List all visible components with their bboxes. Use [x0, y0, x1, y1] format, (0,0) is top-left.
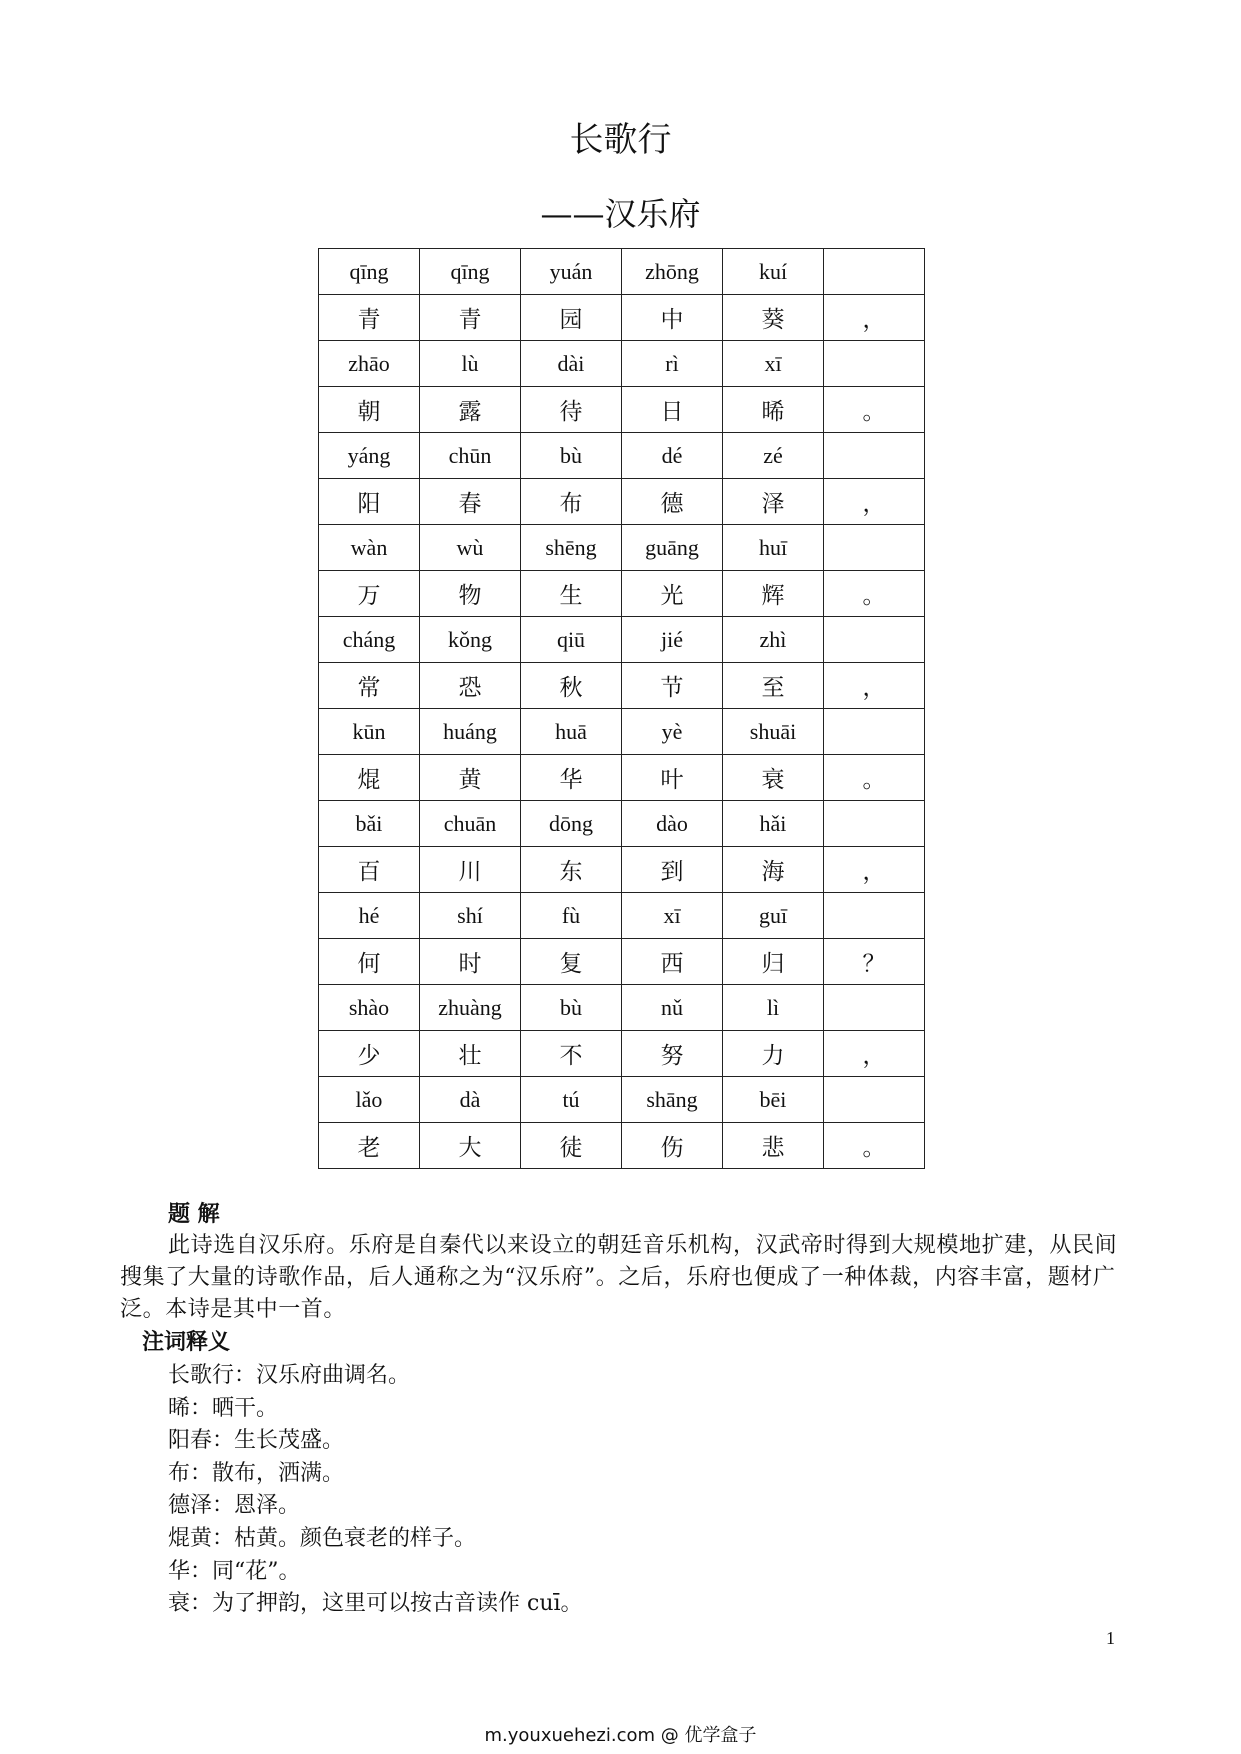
hanzi-row: [319, 479, 925, 525]
hanzi-cell: 万: [319, 571, 420, 617]
pinyin-cell: huáng: [420, 709, 521, 755]
pinyin-cell: lǎo: [319, 1077, 420, 1123]
pinyin-cell: zhì: [723, 617, 824, 663]
pinyin-cell: shí: [420, 893, 521, 939]
pinyin-cell: shào: [319, 985, 420, 1031]
pinyin-cell: jié: [622, 617, 723, 663]
hanzi-cell: 华: [521, 755, 622, 801]
pinyin-cell: xī: [622, 893, 723, 939]
hanzi-cell: 叶: [622, 755, 723, 801]
pinyin-cell: lì: [723, 985, 824, 1031]
pinyin-cell: [824, 1077, 925, 1123]
hanzi-row: [319, 571, 925, 617]
pinyin-cell: zé: [723, 433, 824, 479]
pinyin-cell: [824, 985, 925, 1031]
hanzi-cell: 露: [420, 387, 521, 433]
pinyin-cell: dé: [622, 433, 723, 479]
pinyin-cell: qiū: [521, 617, 622, 663]
notes-heading: 注词释义: [142, 1329, 231, 1355]
jieti-heading: 题 解: [168, 1201, 220, 1227]
hanzi-cell: 焜: [319, 755, 420, 801]
hanzi-row: [319, 295, 925, 341]
hanzi-cell: 物: [420, 571, 521, 617]
punctuation-cell: 。: [824, 1123, 925, 1169]
hanzi-cell: 阳: [319, 479, 420, 525]
hanzi-cell: 百: [319, 847, 420, 893]
hanzi-cell: 布: [521, 479, 622, 525]
note-item: 衰：为了押韵，这里可以按古音读作 cuī。: [168, 1591, 583, 1617]
pinyin-cell: bù: [521, 985, 622, 1031]
pinyin-cell: zhuàng: [420, 985, 521, 1031]
pinyin-cell: [824, 709, 925, 755]
pinyin-cell: wù: [420, 525, 521, 571]
hanzi-cell: 泽: [723, 479, 824, 525]
hanzi-cell: 春: [420, 479, 521, 525]
hanzi-cell: 中: [622, 295, 723, 341]
pinyin-cell: bù: [521, 433, 622, 479]
hanzi-cell: 晞: [723, 387, 824, 433]
hanzi-cell: 西: [622, 939, 723, 985]
pinyin-row: [319, 801, 925, 847]
jieti-paragraph: 此诗选自汉乐府。乐府是自秦代以来设立的朝廷音乐机构，汉武帝时得到大规模地扩建，从民间搜集了大量的诗歌作品，后人通称之为“汉乐府”。之后，乐府也便成了一种体裁，内容丰富，题材广泛。本诗是其中一首。: [120, 1233, 1118, 1322]
pinyin-cell: dà: [420, 1077, 521, 1123]
pinyin-cell: dào: [622, 801, 723, 847]
hanzi-cell: 待: [521, 387, 622, 433]
note-item: 焜黄：枯黄。颜色衰老的样子。: [168, 1525, 477, 1551]
punctuation-cell: ，: [824, 847, 925, 893]
pinyin-cell: xī: [723, 341, 824, 387]
hanzi-cell: 衰: [723, 755, 824, 801]
pinyin-cell: kǒng: [420, 617, 521, 663]
pinyin-cell: zhāo: [319, 341, 420, 387]
pinyin-cell: qīng: [319, 249, 420, 295]
pinyin-cell: wàn: [319, 525, 420, 571]
hanzi-cell: 园: [521, 295, 622, 341]
hanzi-cell: 复: [521, 939, 622, 985]
hanzi-cell: 时: [420, 939, 521, 985]
punctuation-cell: ，: [824, 295, 925, 341]
hanzi-cell: 葵: [723, 295, 824, 341]
punctuation-cell: ，: [824, 1031, 925, 1077]
hanzi-row: [319, 755, 925, 801]
pinyin-cell: huī: [723, 525, 824, 571]
pinyin-cell: dōng: [521, 801, 622, 847]
hanzi-cell: 悲: [723, 1123, 824, 1169]
pinyin-row: [319, 893, 925, 939]
hanzi-cell: 生: [521, 571, 622, 617]
pinyin-cell: huā: [521, 709, 622, 755]
pinyin-cell: shēng: [521, 525, 622, 571]
poem-title: 长歌行: [569, 120, 672, 160]
pinyin-cell: shāng: [622, 1077, 723, 1123]
hanzi-cell: 东: [521, 847, 622, 893]
note-item: 德泽：恩泽。: [168, 1493, 301, 1519]
pinyin-row: [319, 709, 925, 755]
pinyin-cell: nǔ: [622, 985, 723, 1031]
hanzi-cell: 川: [420, 847, 521, 893]
hanzi-cell: 努: [622, 1031, 723, 1077]
pinyin-cell: bēi: [723, 1077, 824, 1123]
note-item: 长歌行：汉乐府曲调名。: [168, 1363, 411, 1388]
pinyin-cell: tú: [521, 1077, 622, 1123]
hanzi-row: [319, 847, 925, 893]
pinyin-cell: hé: [319, 893, 420, 939]
pinyin-cell: [824, 433, 925, 479]
punctuation-cell: ，: [824, 479, 925, 525]
poem-author: ——汉乐府: [540, 195, 701, 233]
pinyin-cell: yuán: [521, 249, 622, 295]
hanzi-cell: 黄: [420, 755, 521, 801]
pinyin-row: [319, 525, 925, 571]
pinyin-cell: chuān: [420, 801, 521, 847]
hanzi-row: [319, 663, 925, 709]
footer-watermark: m.youxuehezi.com @ 优学盒子: [484, 1725, 757, 1746]
pinyin-row: [319, 617, 925, 663]
poem-pinyin-table: [318, 248, 925, 1169]
note-item: 华：同“花”。: [168, 1558, 301, 1584]
hanzi-cell: 大: [420, 1123, 521, 1169]
pinyin-cell: guāng: [622, 525, 723, 571]
hanzi-cell: 海: [723, 847, 824, 893]
pinyin-cell: [824, 249, 925, 295]
hanzi-row: [319, 1031, 925, 1077]
pinyin-cell: qīng: [420, 249, 521, 295]
hanzi-cell: 秋: [521, 663, 622, 709]
pinyin-cell: shuāi: [723, 709, 824, 755]
pinyin-cell: [824, 525, 925, 571]
pinyin-row: [319, 1077, 925, 1123]
pinyin-row: [319, 341, 925, 387]
note-item: 布：散布，洒满。: [168, 1460, 345, 1486]
hanzi-cell: 德: [622, 479, 723, 525]
notes-list: [168, 1360, 1178, 1621]
pinyin-cell: kuí: [723, 249, 824, 295]
hanzi-cell: 归: [723, 939, 824, 985]
pinyin-cell: guī: [723, 893, 824, 939]
pinyin-cell: zhōng: [622, 249, 723, 295]
hanzi-cell: 恐: [420, 663, 521, 709]
hanzi-row: [319, 1123, 925, 1169]
hanzi-cell: 朝: [319, 387, 420, 433]
hanzi-cell: 青: [319, 295, 420, 341]
hanzi-cell: 老: [319, 1123, 420, 1169]
pinyin-row: [319, 433, 925, 479]
punctuation-cell: 。: [824, 755, 925, 801]
pinyin-cell: hǎi: [723, 801, 824, 847]
pinyin-cell: chūn: [420, 433, 521, 479]
pinyin-cell: bǎi: [319, 801, 420, 847]
pinyin-cell: kūn: [319, 709, 420, 755]
hanzi-cell: 力: [723, 1031, 824, 1077]
pinyin-row: [319, 249, 925, 295]
punctuation-cell: ，: [824, 663, 925, 709]
pinyin-row: [319, 985, 925, 1031]
hanzi-cell: 至: [723, 663, 824, 709]
note-item: 晞：晒干。: [168, 1395, 279, 1421]
hanzi-cell: 徒: [521, 1123, 622, 1169]
hanzi-cell: 光: [622, 571, 723, 617]
pinyin-cell: yè: [622, 709, 723, 755]
note-item: 阳春：生长茂盛。: [168, 1428, 345, 1454]
hanzi-row: [319, 939, 925, 985]
hanzi-cell: 辉: [723, 571, 824, 617]
hanzi-cell: 常: [319, 663, 420, 709]
hanzi-cell: 到: [622, 847, 723, 893]
hanzi-cell: 伤: [622, 1123, 723, 1169]
hanzi-row: [319, 387, 925, 433]
hanzi-cell: 不: [521, 1031, 622, 1077]
hanzi-cell: 少: [319, 1031, 420, 1077]
pinyin-cell: fù: [521, 893, 622, 939]
pinyin-cell: dài: [521, 341, 622, 387]
pinyin-cell: [824, 341, 925, 387]
punctuation-cell: 。: [824, 387, 925, 433]
hanzi-cell: 壮: [420, 1031, 521, 1077]
punctuation-cell: 。: [824, 571, 925, 617]
hanzi-cell: 何: [319, 939, 420, 985]
pinyin-cell: [824, 893, 925, 939]
hanzi-cell: 青: [420, 295, 521, 341]
punctuation-cell: ？: [824, 939, 925, 985]
hanzi-cell: 日: [622, 387, 723, 433]
pinyin-cell: yáng: [319, 433, 420, 479]
page-number: 1: [1106, 1628, 1115, 1648]
pinyin-cell: lù: [420, 341, 521, 387]
pinyin-cell: [824, 801, 925, 847]
hanzi-cell: 节: [622, 663, 723, 709]
pinyin-cell: rì: [622, 341, 723, 387]
pinyin-cell: cháng: [319, 617, 420, 663]
pinyin-cell: [824, 617, 925, 663]
